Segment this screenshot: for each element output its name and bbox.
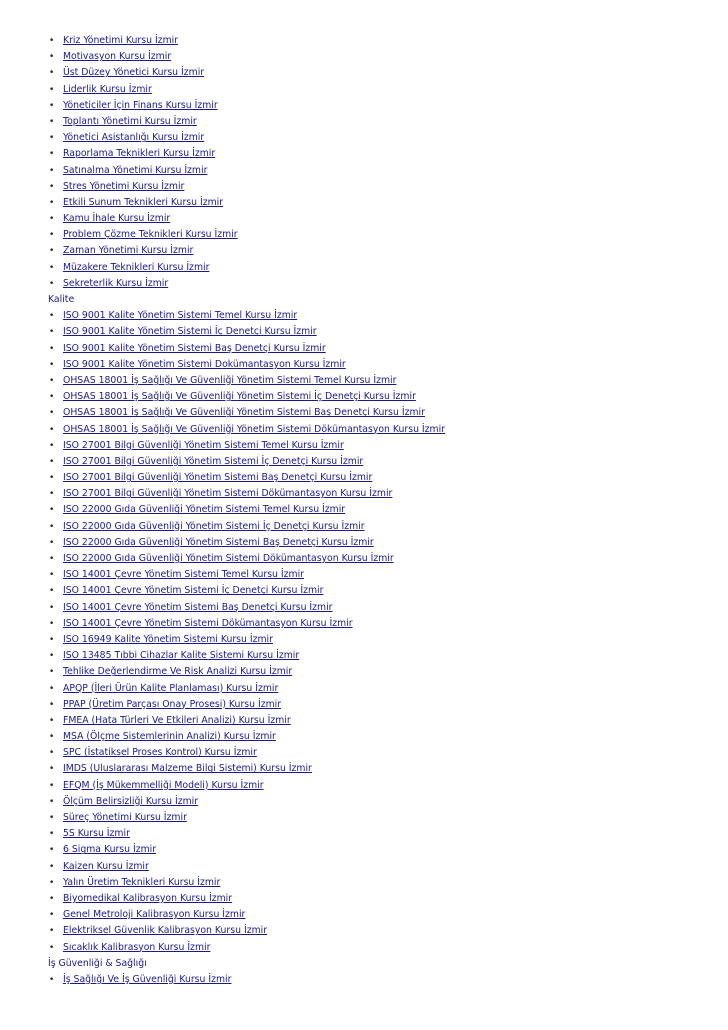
course-link[interactable]: OHSAS 18001 İş Sağlığı Ve Güvenliği Yönetim Sistemi Baş Denetçi Kursu İzmir bbox=[63, 407, 425, 419]
bullet-icon: • bbox=[49, 84, 55, 95]
bullet-icon: • bbox=[49, 764, 55, 775]
course-link[interactable]: ISO 9001 Kalite Yönetim Sistemi Baş Denetçi Kursu İzmir bbox=[63, 342, 326, 354]
list-item bbox=[48, 33, 708, 49]
course-link[interactable]: Toplantı Yönetimi Kursu İzmir bbox=[63, 115, 197, 127]
list-item bbox=[48, 535, 708, 551]
bullet-icon: • bbox=[49, 424, 55, 435]
list-item bbox=[48, 826, 708, 842]
list-item bbox=[48, 49, 708, 65]
course-link[interactable]: Satınalma Yönetimi Kursu İzmir bbox=[63, 164, 208, 176]
list-item bbox=[48, 923, 708, 939]
course-link[interactable]: SPC (İstatiksel Proses Kontrol) Kursu İzmir bbox=[63, 747, 257, 759]
bullet-icon: • bbox=[49, 521, 55, 532]
bullet-icon: • bbox=[49, 473, 55, 484]
course-link[interactable]: ISO 14001 Çevre Yönetim Sistemi Dökümantasyon Kursu İzmir bbox=[63, 617, 353, 629]
bullet-icon: • bbox=[49, 214, 55, 225]
course-link[interactable]: ISO 27001 Bilgi Güvenliği Yönetim Sistemi Dökümantasyon Kursu İzmir bbox=[63, 488, 393, 500]
list-item bbox=[48, 616, 708, 632]
course-link[interactable]: Yöneticiler İçin Finans Kursu İzmir bbox=[63, 99, 218, 111]
course-link[interactable]: ISO 14001 Çevre Yönetim Sistemi Baş Denetçi Kursu İzmir bbox=[63, 601, 333, 613]
bullet-icon: • bbox=[49, 893, 55, 904]
course-link[interactable]: ISO 22000 Gıda Güvenliği Yönetim Sistemi İç Denetçi Kursu İzmir bbox=[63, 520, 365, 532]
course-link[interactable]: Ölçüm Belirsizliği Kursu İzmir bbox=[63, 795, 199, 807]
course-link[interactable]: OHSAS 18001 İş Sağlığı Ve Güvenliği Yönetim Sistemi İç Denetçi Kursu İzmir bbox=[63, 391, 416, 403]
course-link[interactable]: FMEA (Hata Türleri Ve Etkileri Analizi) Kursu İzmir bbox=[63, 714, 291, 726]
bullet-icon: • bbox=[49, 343, 55, 354]
list-item bbox=[48, 82, 708, 98]
bullet-icon: • bbox=[49, 926, 55, 937]
bullet-icon: • bbox=[49, 618, 55, 629]
list-item bbox=[48, 146, 708, 162]
bullet-icon: • bbox=[49, 165, 55, 176]
course-link[interactable]: Müzakere Teknikleri Kursu İzmir bbox=[63, 261, 210, 273]
list-item bbox=[48, 583, 708, 599]
bullet-icon: • bbox=[49, 100, 55, 111]
course-link[interactable]: ISO 9001 Kalite Yönetim Sistemi Temel Kursu İzmir bbox=[63, 310, 298, 322]
section-heading: Kalite bbox=[48, 294, 75, 305]
list-item bbox=[48, 211, 708, 227]
list-item bbox=[48, 130, 708, 146]
course-link[interactable]: Sekreterlik Kursu İzmir bbox=[63, 277, 169, 289]
bullet-icon: • bbox=[49, 861, 55, 872]
course-link[interactable]: ISO 27001 Bilgi Güvenliği Yönetim Sistemi İç Denetçi Kursu İzmir bbox=[63, 455, 364, 467]
bullet-icon: • bbox=[49, 796, 55, 807]
course-link[interactable]: EFQM (İş Mükemmelliği Modeli) Kursu İzmir bbox=[63, 779, 264, 791]
course-link[interactable]: Biyomedikal Kalibrasyon Kursu İzmir bbox=[63, 892, 233, 904]
list-item bbox=[48, 163, 708, 179]
list-item bbox=[48, 778, 708, 794]
bullet-icon: • bbox=[49, 667, 55, 678]
list-item bbox=[48, 260, 708, 276]
bullet-icon: • bbox=[49, 181, 55, 192]
list-item bbox=[48, 681, 708, 697]
list-item bbox=[48, 422, 708, 438]
list-item bbox=[48, 373, 708, 389]
bullet-icon: • bbox=[49, 780, 55, 791]
course-link[interactable]: ISO 13485 Tıbbi Cihazlar Kalite Sistemi Kursu İzmir bbox=[63, 650, 300, 662]
course-link[interactable]: ISO 16949 Kalite Yönetim Sistemi Kursu İzmir bbox=[63, 633, 273, 645]
bullet-icon: • bbox=[49, 133, 55, 144]
course-link[interactable]: Raporlama Teknikleri Kursu İzmir bbox=[63, 148, 216, 160]
list-item bbox=[48, 114, 708, 130]
bullet-icon: • bbox=[49, 116, 55, 127]
list-item bbox=[48, 98, 708, 114]
bullet-icon: • bbox=[49, 877, 55, 888]
course-link[interactable]: İş Sağlığı Ve İş Güvenliği Kursu İzmir bbox=[63, 973, 232, 985]
list-item bbox=[48, 243, 708, 259]
course-link[interactable]: MSA (Ölçme Sistemlerinin Analizi) Kursu İzmir bbox=[63, 731, 276, 743]
list-item bbox=[48, 842, 708, 858]
bullet-icon: • bbox=[49, 440, 55, 451]
list-item bbox=[48, 195, 708, 211]
bullet-icon: • bbox=[49, 910, 55, 921]
course-link[interactable]: PPAP (Üretim Parçası Onay Prosesi) Kursu İzmir bbox=[63, 698, 282, 710]
bullet-icon: • bbox=[49, 699, 55, 710]
bullet-icon: • bbox=[49, 392, 55, 403]
bullet-icon: • bbox=[49, 489, 55, 500]
bullet-icon: • bbox=[49, 602, 55, 613]
bullet-icon: • bbox=[49, 570, 55, 581]
bullet-icon: • bbox=[49, 554, 55, 564]
bullet-icon: • bbox=[49, 68, 55, 79]
course-link[interactable]: IMDS (Uluslararası Malzeme Bilgi Sistemi) Kursu İzmir bbox=[63, 763, 312, 775]
bullet-icon: • bbox=[49, 537, 55, 548]
bullet-icon: • bbox=[49, 408, 55, 419]
bullet-icon: • bbox=[49, 651, 55, 662]
list-item bbox=[48, 389, 708, 405]
list-item bbox=[48, 810, 708, 826]
list-item bbox=[48, 324, 708, 340]
list-item bbox=[48, 891, 708, 907]
course-link[interactable]: Liderlik Kursu İzmir bbox=[63, 83, 152, 95]
bullet-icon: • bbox=[49, 311, 55, 322]
list-item bbox=[48, 972, 708, 988]
list-item bbox=[48, 875, 708, 891]
list-item bbox=[48, 486, 708, 502]
list-item bbox=[48, 940, 708, 956]
bullet-icon: • bbox=[49, 634, 55, 645]
course-link[interactable]: Sıcaklık Kalibrasyon Kursu İzmir bbox=[63, 941, 211, 953]
bullet-icon: • bbox=[49, 829, 55, 840]
list-item bbox=[48, 600, 708, 616]
course-link[interactable]: OHSAS 18001 İş Sağlığı Ve Güvenliği Yönetim Sistemi Temel Kursu İzmir bbox=[63, 374, 397, 386]
bullet-icon: • bbox=[49, 359, 55, 370]
list-item bbox=[48, 357, 708, 373]
bullet-icon: • bbox=[49, 715, 55, 726]
list-item bbox=[48, 697, 708, 713]
course-link[interactable]: ISO 22000 Gıda Güvenliği Yönetim Sistemi Temel Kursu İzmir bbox=[63, 504, 346, 516]
bullet-icon: • bbox=[49, 246, 55, 257]
bullet-icon: • bbox=[49, 683, 55, 694]
course-link[interactable]: ISO 27001 Bilgi Güvenliği Yönetim Sistemi Baş Denetçi Kursu İzmir bbox=[63, 472, 373, 484]
list-item bbox=[48, 729, 708, 745]
list-item bbox=[48, 794, 708, 810]
course-list bbox=[48, 33, 708, 988]
list-item bbox=[48, 276, 708, 292]
list-item bbox=[48, 341, 708, 357]
course-link[interactable]: OHSAS 18001 İş Sağlığı Ve Güvenliği Yönetim Sistemi Dökümantasyon Kursu İzmir bbox=[63, 423, 446, 435]
course-link[interactable]: Üst Düzey Yönetici Kursu İzmir bbox=[63, 67, 205, 79]
list-item bbox=[48, 308, 708, 324]
course-link[interactable]: Elektriksel Güvenlik Kalibrasyon Kursu İzmir bbox=[63, 925, 268, 937]
section-heading: İş Güvenliği & Sağlığı bbox=[48, 957, 147, 969]
list-item bbox=[48, 551, 708, 567]
list-item bbox=[48, 713, 708, 729]
course-link[interactable]: Zaman Yönetimi Kursu İzmir bbox=[63, 245, 194, 257]
list-item bbox=[48, 632, 708, 648]
list-item bbox=[48, 761, 708, 777]
list-item bbox=[48, 438, 708, 454]
list-item bbox=[48, 227, 708, 243]
course-link[interactable]: ISO 22000 Gıda Güvenliği Yönetim Sistemi Baş Denetçi Kursu İzmir bbox=[63, 536, 374, 548]
course-link[interactable]: Yönetici Asistanlığı Kursu İzmir bbox=[63, 132, 205, 144]
course-link[interactable]: Etkili Sunum Teknikleri Kursu İzmir bbox=[63, 196, 224, 208]
course-link[interactable]: Problem Çözme Teknikleri Kursu İzmir bbox=[63, 229, 238, 241]
bullet-icon: • bbox=[49, 36, 55, 46]
bullet-icon: • bbox=[49, 845, 55, 856]
bullet-icon: • bbox=[49, 278, 55, 289]
list-item bbox=[48, 179, 708, 195]
bullet-icon: • bbox=[49, 942, 55, 953]
course-link[interactable]: APQP (İleri Ürün Kalite Planlaması) Kursu İzmir bbox=[63, 682, 279, 694]
list-item bbox=[48, 405, 708, 421]
list-item bbox=[48, 648, 708, 664]
course-link[interactable]: ISO 9001 Kalite Yönetim Sistemi Dokümantasyon Kursu İzmir bbox=[63, 358, 346, 370]
bullet-icon: • bbox=[49, 974, 55, 985]
course-link[interactable]: ISO 22000 Gıda Güvenliği Yönetim Sistemi Dökümantasyon Kursu İzmir bbox=[63, 553, 394, 564]
list-item bbox=[48, 664, 708, 680]
bullet-icon: • bbox=[49, 505, 55, 516]
course-link[interactable]: Tehlike Değerlendirme Ve Risk Analizi Kursu İzmir bbox=[63, 666, 293, 678]
course-link[interactable]: Yalın Üretim Teknikleri Kursu İzmir bbox=[63, 876, 221, 888]
course-link[interactable]: ISO 27001 Bilgi Güvenliği Yönetim Sistemi Temel Kursu İzmir bbox=[63, 439, 344, 451]
list-item bbox=[48, 745, 708, 761]
bullet-icon: • bbox=[49, 52, 55, 63]
list-item bbox=[48, 470, 708, 486]
list-item bbox=[48, 519, 708, 535]
course-link[interactable]: 6 Sigma Kursu İzmir bbox=[63, 844, 157, 856]
course-link[interactable]: ISO 9001 Kalite Yönetim Sistemi İç Denetçi Kursu İzmir bbox=[63, 326, 317, 338]
bullet-icon: • bbox=[49, 748, 55, 759]
course-link[interactable]: Kaizen Kursu İzmir bbox=[63, 860, 149, 872]
list-item bbox=[48, 859, 708, 875]
bullet-icon: • bbox=[49, 197, 55, 208]
bullet-icon: • bbox=[49, 732, 55, 743]
course-link[interactable]: Süreç Yönetimi Kursu İzmir bbox=[63, 812, 187, 823]
list-item bbox=[48, 65, 708, 81]
list-item bbox=[48, 907, 708, 923]
bullet-icon: • bbox=[49, 586, 55, 597]
course-link[interactable]: Motivasyon Kursu İzmir bbox=[63, 51, 172, 63]
course-link[interactable]: Kamu İhale Kursu İzmir bbox=[63, 213, 171, 225]
bullet-icon: • bbox=[49, 327, 55, 338]
course-link[interactable]: ISO 14001 Çevre Yönetim Sistemi Temel Kursu İzmir bbox=[63, 569, 304, 581]
course-link[interactable]: 5S Kursu İzmir bbox=[63, 828, 130, 840]
bullet-icon: • bbox=[49, 813, 55, 823]
course-link[interactable]: Kriz Yönetimi Kursu İzmir bbox=[63, 35, 179, 46]
course-link[interactable]: ISO 14001 Çevre Yönetim Sistemi İç Denetçi Kursu İzmir bbox=[63, 585, 324, 597]
course-link[interactable]: Genel Metroloji Kalibrasyon Kursu İzmir bbox=[63, 909, 246, 921]
bullet-icon: • bbox=[49, 262, 55, 273]
bullet-icon: • bbox=[49, 375, 55, 386]
list-item bbox=[48, 567, 708, 583]
bullet-icon: • bbox=[49, 230, 55, 241]
bullet-icon: • bbox=[49, 456, 55, 467]
course-link[interactable]: Stres Yönetimi Kursu İzmir bbox=[63, 180, 185, 192]
list-item bbox=[48, 502, 708, 518]
list-item bbox=[48, 454, 708, 470]
bullet-icon: • bbox=[49, 149, 55, 160]
